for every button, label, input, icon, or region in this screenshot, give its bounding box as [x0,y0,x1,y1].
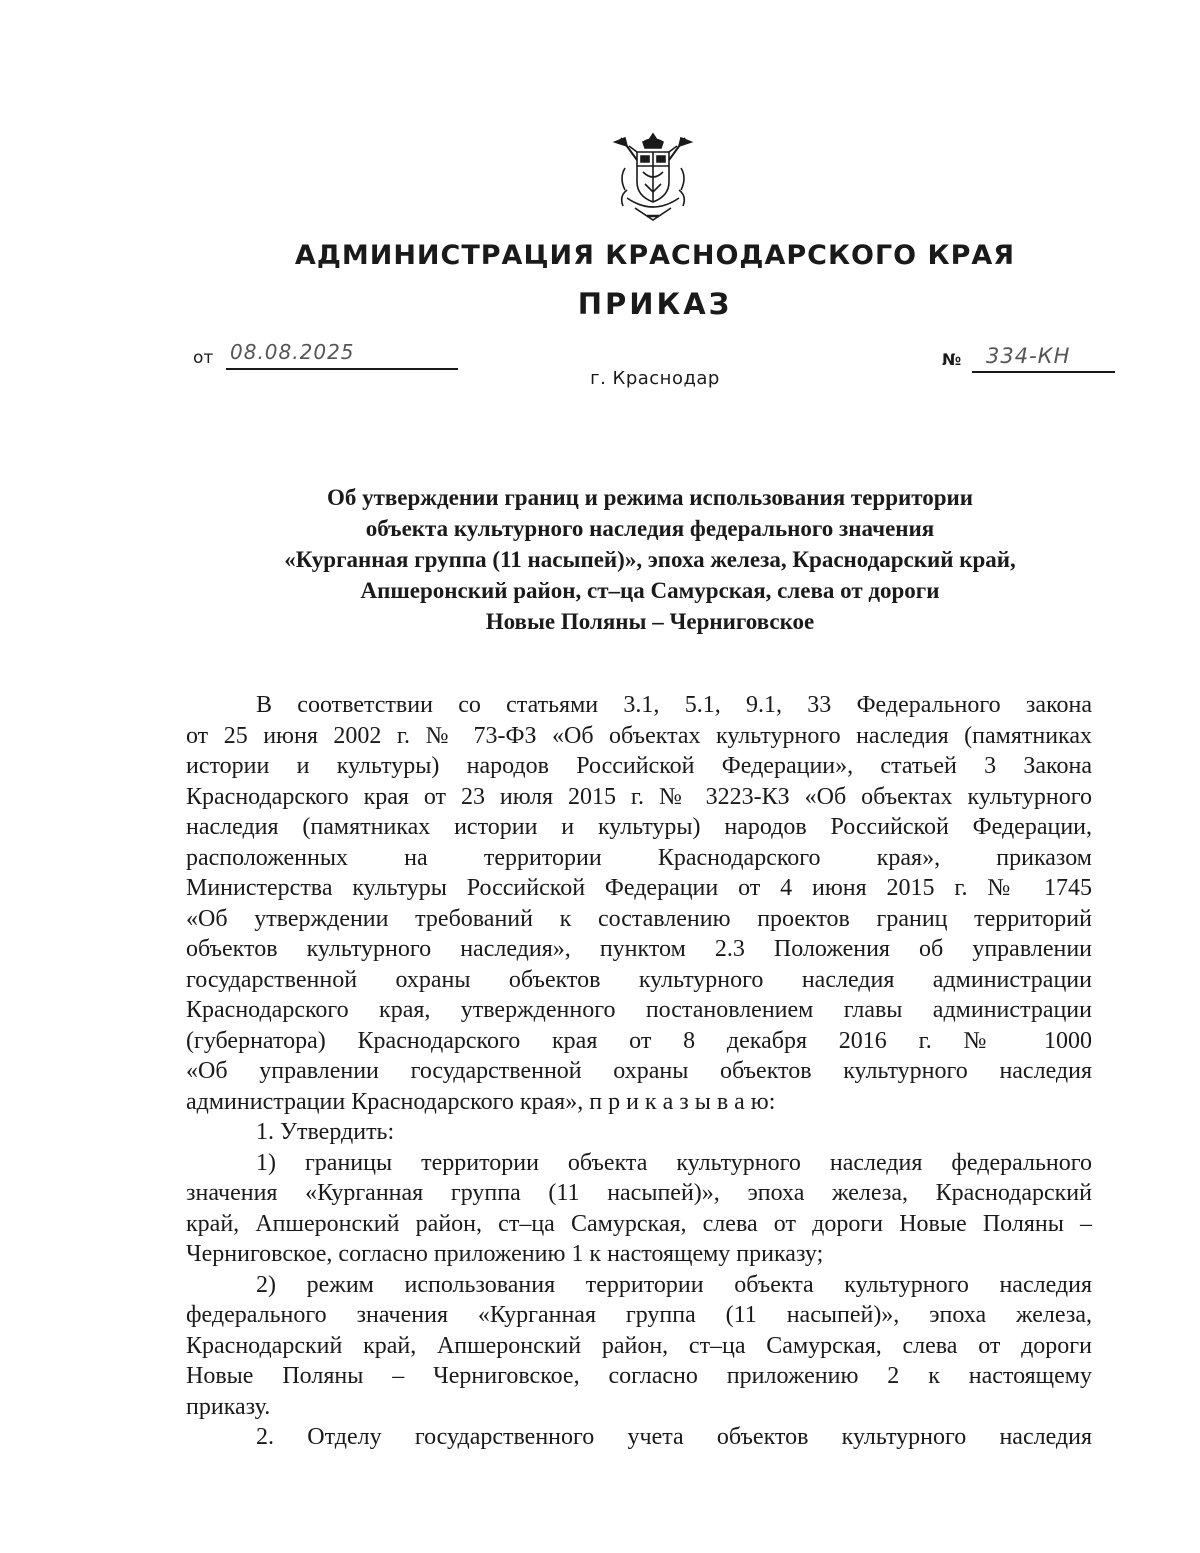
organization-name: АДМИНИСТРАЦИЯ КРАСНОДАРСКОГО КРАЯ [294,240,1016,271]
body-line: «Об утверждении требований к составлению проектов границ территорий [186,905,1092,932]
body-line: 1) границы территории объекта культурного наследия федерального [256,1149,1092,1176]
body-line: федерального значения «Курганная группа (11 насыпей)», эпоха железа, [186,1302,1092,1328]
number-underline [972,371,1115,373]
title-line: Новые Поляны – Черниговское [485,609,815,634]
body-line: Новые Поляны – Черниговское, согласно приложению 2 к настоящему [186,1363,1092,1389]
body-line: Черниговское, согласно приложению 1 к настоящему приказу; [186,1241,824,1267]
number-label: № [942,350,962,369]
document-body [186,690,1092,1453]
body-line: от 25 июня 2002 г. № 73-ФЗ «Об объектах культурного наследия (памятниках [186,722,1092,749]
body-line: администрации Краснодарского края», п р и к а з ы в а ю: [186,1088,776,1115]
body-line: 2) режим использования территории объекта культурного наследия [256,1271,1092,1298]
body-line: «Об управлении государственной охраны объектов культурного наследия [186,1058,1092,1084]
body-line: Краснодарского края, утвержденного постановлением главы администрации [186,997,1092,1023]
body-line: Краснодарского края от 23 июля 2015 г. № 3223-КЗ «Об объектах культурного [186,783,1092,810]
body-line: объектов культурного наследия», пунктом 2.3 Положения об управлении [186,936,1092,962]
body-line: значения «Курганная группа (11 насыпей)», эпоха железа, Краснодарский [186,1180,1092,1206]
date-value: 08.08.2025 [230,340,355,364]
title-line: Об утверждении границ и режима использования территории [326,485,974,510]
body-line: Министерства культуры Российской Федерации от 4 июня 2015 г. № 1745 [186,875,1092,901]
body-line: приказу. [186,1393,271,1420]
document-title [185,482,1115,637]
coat-of-arms-icon [607,128,699,228]
body-line: В соответствии со статьями 3.1, 5.1, 9.1, 33 Федерального закона [256,692,1092,718]
number-value: 334-КН [986,344,1071,368]
title-line: «Курганная группа (11 насыпей)», эпоха железа, Краснодарский край, [284,547,1016,572]
body-line: (губернатора) Краснодарского края от 8 декабря 2016 г. № 1000 [186,1027,1092,1054]
body-line: 2. Отделу государственного учета объектов культурного наследия [256,1424,1092,1450]
city: г. Краснодар [590,368,720,389]
body-line: край, Апшеронский район, ст–ца Самурская, слева от дороги Новые Поляны – [186,1210,1092,1237]
body-line: 1. Утвердить: [256,1119,395,1145]
date-label: от [193,348,214,368]
document-type: ПРИКАЗ [577,287,733,321]
body-line: Краснодарский край, Апшеронский район, ст–ца Самурская, слева от дороги [186,1332,1092,1359]
title-line: объекта культурного наследия федерального значения [365,516,935,541]
body-line: истории и культуры) народов Российской Федерации», статьей 3 Закона [186,753,1092,779]
body-line: наследия (памятниках истории и культуры) народов Российской Федерации, [186,814,1092,840]
title-line: Апшеронский район, ст–ца Самурская, слева от дороги [360,578,940,603]
body-line: государственной охраны объектов культурного наследия администрации [186,966,1092,993]
body-line: расположенных на территории Краснодарского края», приказом [186,844,1092,871]
